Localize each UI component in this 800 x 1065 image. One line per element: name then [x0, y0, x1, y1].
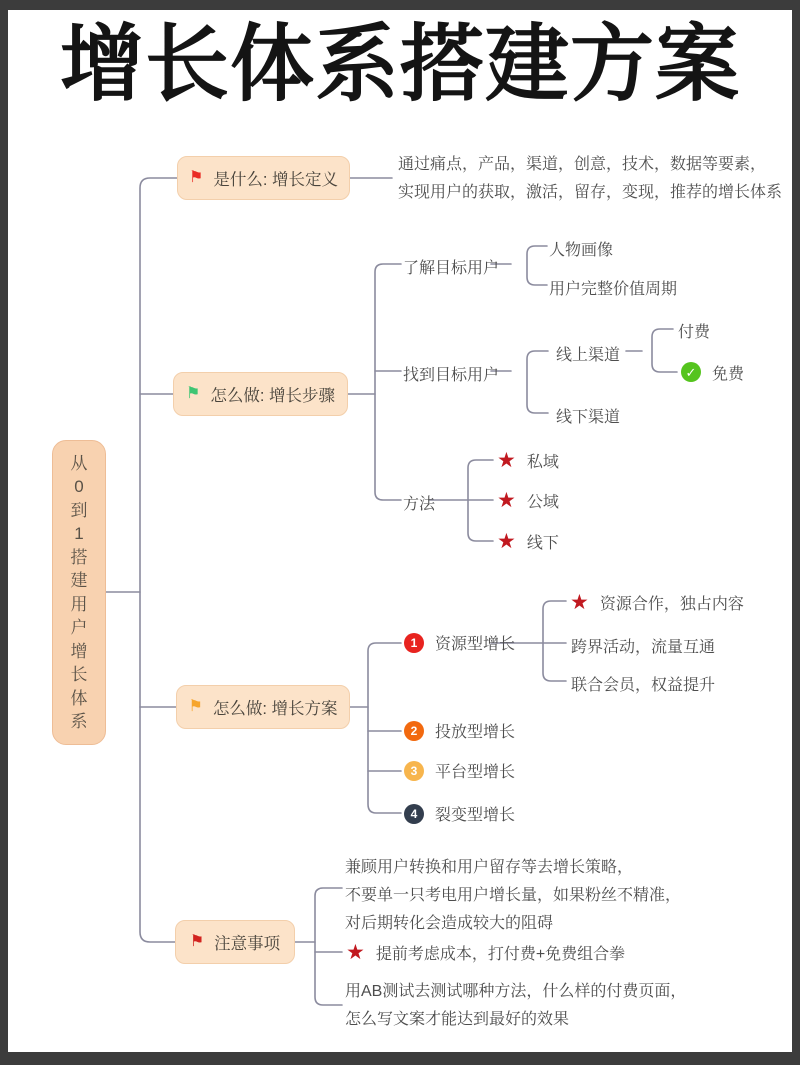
number-1-badge-icon: 1 [404, 633, 424, 653]
label-free: 免费 [712, 365, 745, 383]
row-resource-coop [570, 590, 744, 614]
label-online-channel: 线上渠道 [556, 347, 621, 364]
page-title: 增长体系搭建方案 [59, 17, 740, 111]
label-method-offline: 线下 [526, 534, 559, 552]
plan-resource-label: 资源型增长 [435, 636, 516, 653]
node-definition [177, 156, 350, 200]
star-icon: ★ [497, 448, 516, 472]
label-persona: 人物画像 [549, 242, 614, 259]
label-paid: 付费 [678, 324, 711, 341]
label-resource-coop: 资源合作，独占内容 [599, 595, 744, 613]
star-icon: ★ [346, 940, 365, 964]
number-4-badge-icon: 4 [404, 804, 424, 824]
notes-p1-line3: 对后期转化会造成较大的阻碍 [345, 915, 554, 932]
node-steps-label: 怎么做: 增长步骤 [210, 387, 335, 405]
notes-p1-line2: 不要单一只考电用户增长量，如果粉丝不精准， [345, 887, 682, 904]
notes-p1-line1: 兼顾用户转换和用户留存等去增长策略， [345, 859, 634, 876]
node-notes [175, 920, 295, 964]
definition-note-line1: 通过痛点，产品，渠道，创意，技术，数据等要素， [398, 156, 767, 173]
label-cross-activity: 跨界活动，流量互通 [571, 639, 716, 656]
plan-row-platform [404, 760, 515, 781]
definition-note [398, 151, 782, 207]
plan-fission-label: 裂变型增长 [435, 807, 516, 824]
number-2-badge-icon: 2 [404, 721, 424, 741]
label-public-domain: 公域 [526, 493, 559, 511]
node-plans [176, 685, 350, 729]
row-private-domain [497, 448, 559, 472]
star-icon: ★ [570, 590, 589, 614]
red-flag-icon: ⚑ [188, 169, 204, 186]
label-value-lifecycle: 用户完整价值周期 [549, 281, 678, 298]
plan-row-fission [404, 803, 515, 824]
notes-paragraph-1 [345, 854, 681, 938]
row-method-offline [497, 529, 559, 553]
node-definition-label: 是什么: 增长定义 [213, 171, 338, 189]
label-find-users: 找到目标用户 [403, 367, 500, 384]
node-notes-label: 注意事项 [214, 935, 281, 953]
label-cost-tip: 提前考虑成本，打付费+免费组合拳 [375, 945, 626, 963]
notes-p2-line2: 怎么写文案才能达到最好的效果 [345, 1011, 570, 1028]
label-method: 方法 [403, 496, 436, 513]
row-public-domain [497, 488, 559, 512]
node-steps [173, 372, 348, 416]
label-offline-channel: 线下渠道 [556, 409, 621, 426]
star-icon: ★ [497, 529, 516, 553]
label-private-domain: 私域 [526, 453, 559, 471]
plan-ads-label: 投放型增长 [435, 724, 516, 741]
notes-p2-line1: 用AB测试去测试哪种方法，什么样的付费页面， [345, 983, 687, 1000]
red-flag-icon: ⚑ [189, 933, 205, 950]
check-icon: ✓ [681, 362, 701, 382]
star-icon: ★ [497, 488, 516, 512]
plan-row-resource [404, 632, 515, 653]
label-understand-users: 了解目标用户 [403, 260, 500, 277]
plan-platform-label: 平台型增长 [435, 764, 516, 781]
row-free [681, 360, 744, 384]
node-plans-label: 怎么做: 增长方案 [212, 700, 338, 718]
plan-row-ads [404, 720, 515, 741]
number-3-badge-icon: 3 [404, 761, 424, 781]
root-node [52, 440, 106, 745]
root-label: 从0到1搭建用户增长体系 [70, 453, 88, 731]
label-joint-membership: 联合会员，权益提升 [571, 677, 716, 694]
orange-flag-icon: ⚑ [188, 698, 203, 715]
green-flag-icon: ⚑ [185, 385, 201, 402]
notes-paragraph-2 [345, 978, 686, 1034]
row-cost-tip [346, 940, 625, 964]
definition-note-line2: 实现用户的获取，激活，留存，变现，推荐的增长体系 [398, 184, 783, 201]
